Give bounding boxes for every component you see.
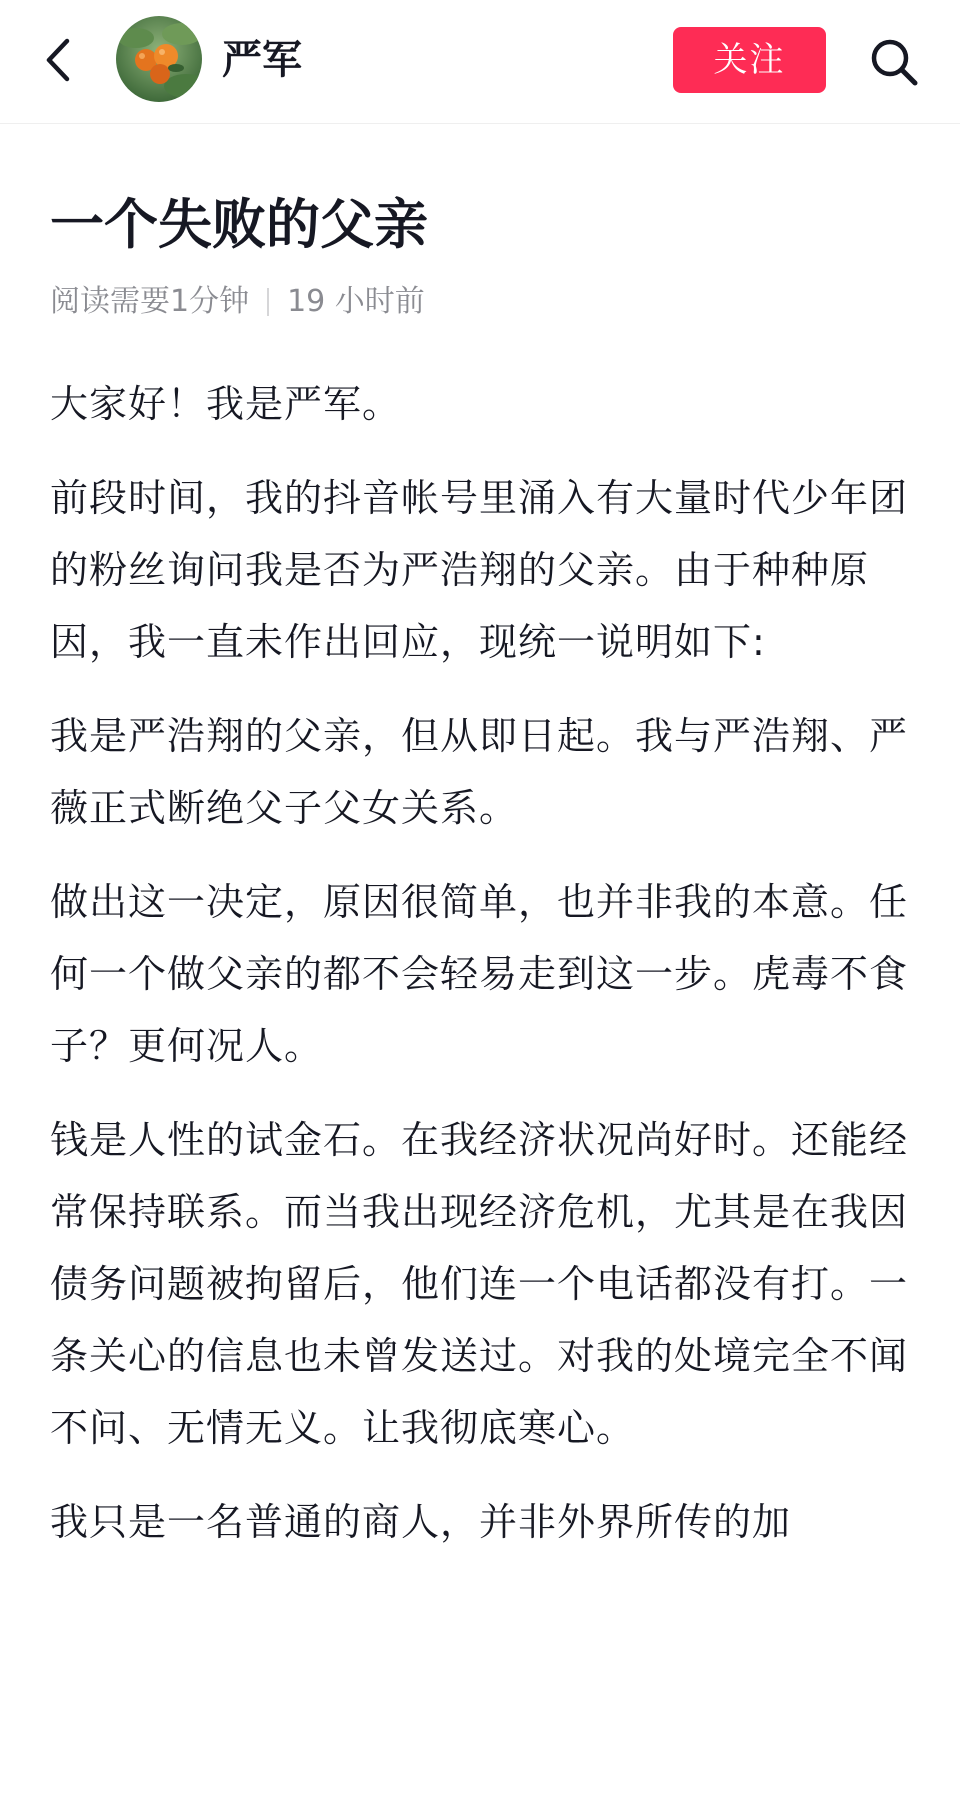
avatar-image — [116, 16, 202, 102]
search-icon — [868, 36, 920, 88]
top-bar — [0, 0, 960, 124]
paragraph: 我只是一名普通的商人，并非外界所传的加 — [50, 1500, 792, 1544]
paragraph: 做出这一决定，原因很简单，也并非我的本意。任何一个做父亲的都不会轻易走到这一步。虎毒不食子？更何况人。 — [50, 880, 909, 1068]
author-name[interactable]: 严军 — [222, 37, 302, 83]
paragraph: 我是严浩翔的父亲，但从即日起。我与严浩翔、严薇正式断绝父子父女关系。 — [50, 714, 909, 830]
meta-divider — [267, 288, 269, 316]
posted-time: 19 小时前 — [287, 284, 425, 319]
article-body — [50, 368, 930, 1558]
article-meta — [50, 280, 930, 324]
chevron-left-icon — [43, 37, 73, 83]
read-time: 阅读需要1分钟 — [50, 284, 250, 319]
paragraph: 大家好！我是严军。 — [50, 382, 402, 426]
search-button[interactable] — [864, 32, 924, 92]
avatar[interactable] — [116, 16, 202, 102]
back-button[interactable] — [36, 28, 80, 92]
paragraph: 前段时间，我的抖音帐号里涌入有大量时代少年团的粉丝询问我是否为严浩翔的父亲。由于种种原因，我一直未作出回应，现统一说明如下: — [50, 476, 909, 664]
paragraph: 钱是人性的试金石。在我经济状况尚好时。还能经常保持联系。而当我出现经济危机，尤其是在我因债务问题被拘留后，他们连一个电话都没有打。一条关心的信息也未曾发送过。对我的处境完全不闻不问、无情无义。让我彻底寒心。 — [50, 1118, 909, 1450]
article-title: 一个失败的父亲 — [50, 193, 428, 256]
article — [50, 190, 930, 1580]
follow-button[interactable]: 关注 — [673, 27, 826, 93]
